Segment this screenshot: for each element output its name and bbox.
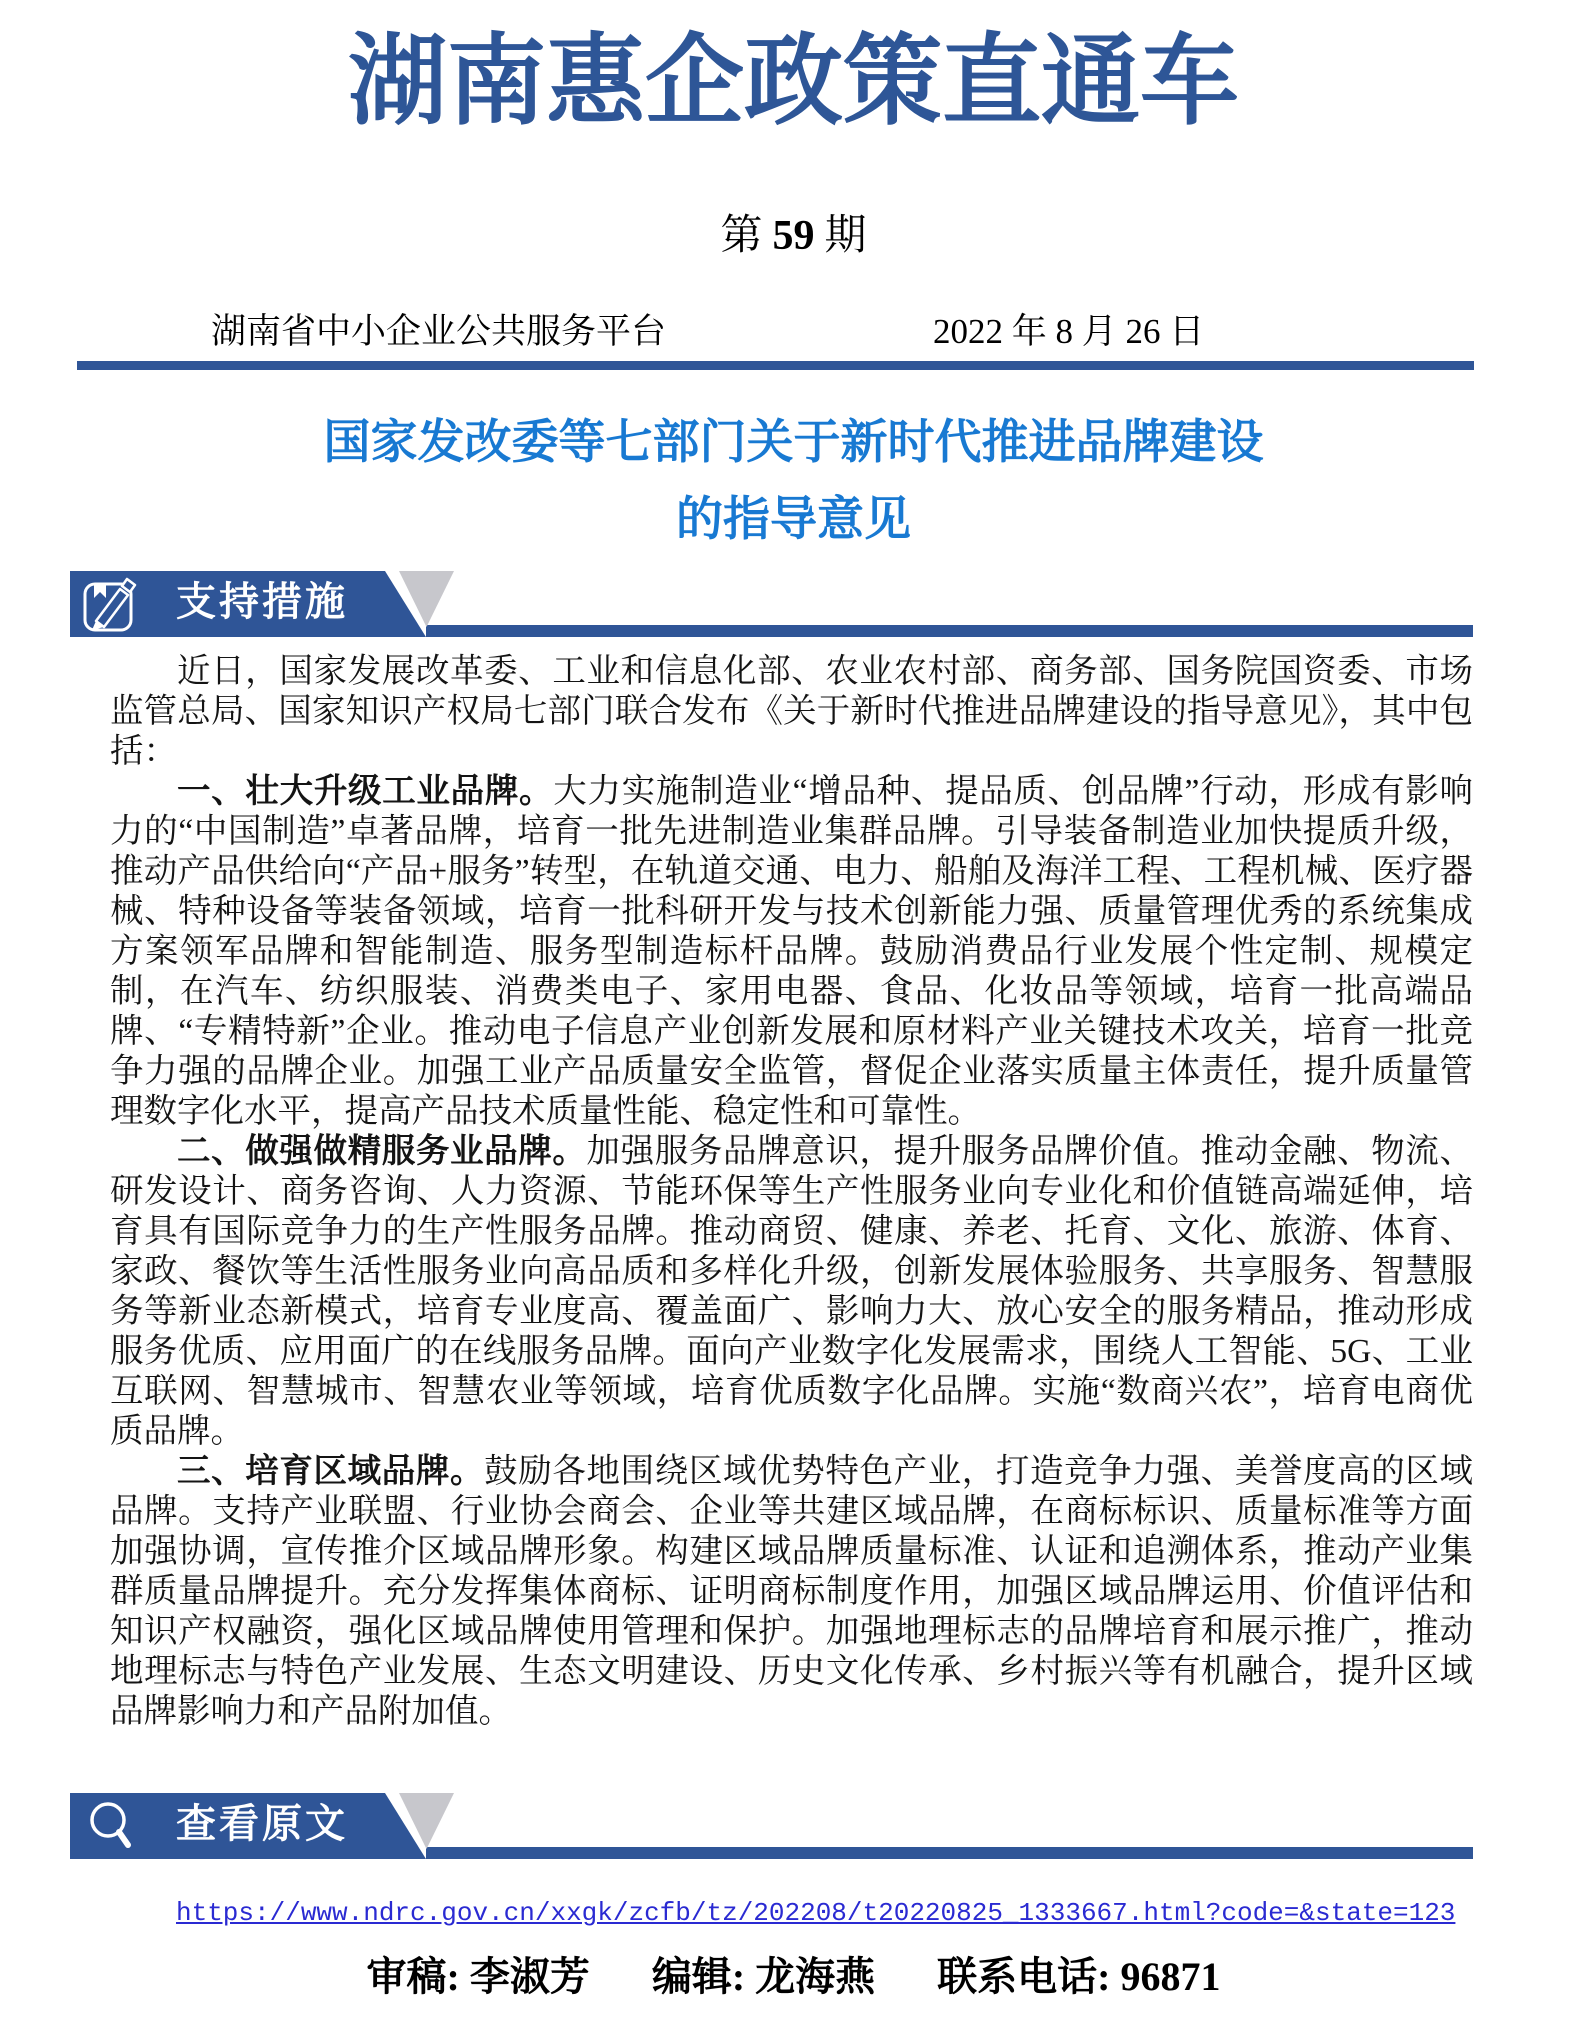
issue-prefix: 第	[720, 213, 763, 259]
paragraph-lead: 二、做强做精服务业品牌。	[177, 1133, 587, 1170]
pencil-note-icon	[82, 574, 142, 634]
credits-line	[0, 1950, 1587, 2004]
issue-line	[0, 208, 1587, 264]
article-title	[0, 405, 1587, 559]
source-url-link[interactable]: https://www.ndrc.gov.cn/xxgk/zcfb/tz/202208/t20220825_1333667.html?code=&state=123	[176, 1898, 1456, 1928]
masthead-divider	[77, 361, 1474, 370]
reviewer-name: 李淑芳	[469, 1954, 590, 1999]
editor-credit	[652, 1950, 875, 2004]
editor-label: 编辑:	[651, 1954, 746, 1999]
paragraph-text: 鼓励各地围绕区域优势特色产业，打造竞争力强、美誉度高的区域品牌。支持产业联盟、行业协会商会、企业等共建区域品牌，在商标标识、质量标准等方面加强协调，宣传推介区域品牌形象。构建区域品牌质量标准、认证和追溯体系，推动产业集群质量品牌提升。充分发挥集体商标、证明商标制度作用，加强区域品牌运用、价值评估和知识产权融资，强化区域品牌使用管理和保护。加强地理标志的品牌培育和展示推广，推动地理标志与特色产业发展、生态文明建设、历史文化传承、乡村振兴等有机融合，提升区域品牌影响力和产品附加值。	[110, 1453, 1474, 1730]
article-title-line2: 的指导意见	[676, 494, 911, 546]
paragraph-lead: 三、培育区域品牌。	[177, 1453, 485, 1490]
issue-number: 59	[772, 213, 815, 259]
section-title-support: 支持措施	[176, 580, 348, 624]
issue-suffix: 期	[824, 213, 867, 259]
source-link-line	[110, 1893, 1473, 1933]
section-banner-source	[70, 1793, 1473, 1859]
paragraph-industry-brands	[110, 772, 1473, 1132]
publication-date: 2022 年 8 月 26 日	[933, 312, 1205, 351]
masthead-meta-row	[0, 308, 1587, 356]
phone-number: 96871	[1120, 1954, 1221, 1999]
newsletter-title: 湖南惠企政策直通车	[348, 28, 1239, 137]
contact-phone	[937, 1950, 1220, 2004]
article-title-line1: 国家发改委等七部门关于新时代推进品牌建设	[323, 417, 1264, 469]
editor-name: 龙海燕	[755, 1954, 876, 1999]
paragraph-text: 近日，国家发展改革委、工业和信息化部、农业农村部、商务部、国务院国资委、市场监管总局、国家知识产权局七部门联合发布《关于新时代推进品牌建设的指导意见》，其中包括：	[110, 653, 1473, 770]
magnifier-icon	[82, 1796, 142, 1856]
paragraph-regional-brands	[110, 1452, 1473, 1732]
section-banner-support	[70, 571, 1473, 637]
section-title-source: 查看原文	[176, 1802, 348, 1846]
paragraph-lead: 一、壮大升级工业品牌。	[177, 773, 554, 810]
paragraph-intro	[110, 652, 1473, 772]
banner-underline	[426, 625, 1473, 637]
phone-label: 联系电话:	[937, 1954, 1111, 1999]
publisher-name: 湖南省中小企业公共服务平台	[211, 312, 667, 351]
reviewer-label: 审稿:	[366, 1954, 460, 1999]
paragraph-service-brands	[110, 1132, 1473, 1452]
paragraph-text: 加强服务品牌意识，提升服务品牌价值。推动金融、物流、研发设计、商务咨询、人力资源、节能环保等生产性服务业向专业化和价值链高端延伸，培育具有国际竞争力的生产性服务品牌。推动商贸、健康、养老、托育、文化、旅游、体育、家政、餐饮等生活性服务业向高品质和多样化升级，创新发展体验服务、共享服务、智慧服务等新业态新模式，培育专业度高、覆盖面广、影响力大、放心安全的服务精品，推动形成服务优质、应用面广的在线服务品牌。面向产业数字化发展需求，围绕人工智能、5G、工业互联网、智慧城市、智慧农业等领域，培育优质数字化品牌。实施“数商兴农”，培育电商优质品牌。	[110, 1133, 1474, 1450]
article-body	[110, 652, 1473, 1732]
paragraph-text: 大力实施制造业“增品种、提品质、创品牌”行动，形成有影响力的“中国制造”卓著品牌，培育一批先进制造业集群品牌。引导装备制造业加快提质升级，推动产品供给向“产品+服务”转型，在轨道交通、电力、船舶及海洋工程、工程机械、医疗器械、特种设备等装备领域，培育一批科研开发与技术创新能力强、质量管理优秀的系统集成方案领军品牌和智能制造、服务型制造标杆品牌。鼓励消费品行业发展个性定制、规模定制，在汽车、纺织服装、消费类电子、家用电器、食品、化妆品等领域，培育一批高端品牌、“专精特新”企业。推动电子信息产业创新发展和原材料产业关键技术攻关，培育一批竞争力强的品牌企业。加强工业产品质量安全监管，督促企业落实质量主体责任，提升质量管理数字化水平，提高产品技术质量性能、稳定性和可靠性。	[110, 773, 1473, 1130]
banner-underline	[426, 1847, 1473, 1859]
reviewer-credit	[367, 1950, 590, 2004]
